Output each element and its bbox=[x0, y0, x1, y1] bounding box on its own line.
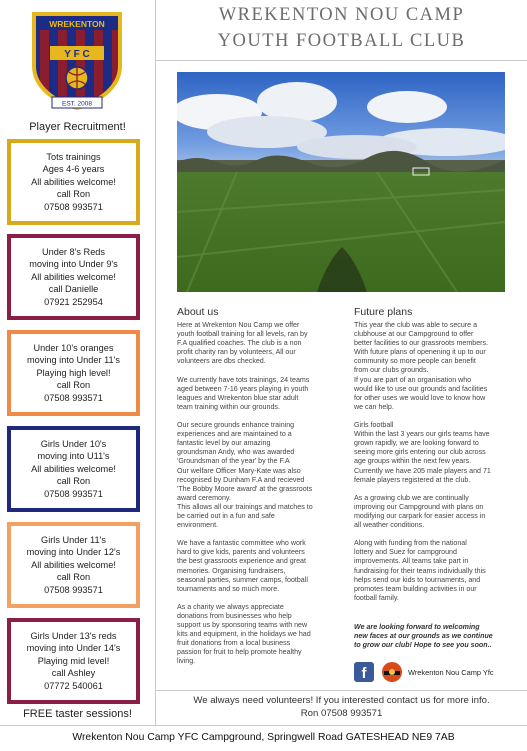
recruitment-box-line: call Ron bbox=[56, 189, 91, 200]
recruitment-box-line: call Ashley bbox=[51, 668, 96, 679]
paragraph-line: new faces at our grounds as we continue bbox=[354, 632, 493, 641]
recruitment-box-line: Playing mid level! bbox=[37, 655, 110, 666]
paragraph-line: donations from businesses who help bbox=[177, 612, 292, 620]
paragraph-line: We have a fantastic committee who work bbox=[177, 539, 306, 548]
paragraph-line: would like to use our grounds and facilities bbox=[354, 384, 488, 393]
football-pitch-photo bbox=[177, 72, 505, 292]
recruitment-box-line: call Ron bbox=[56, 476, 91, 487]
paragraph-line: community so more people can benefit bbox=[354, 357, 476, 366]
paragraph-line: youth football training for all levels, ran by bbox=[177, 330, 308, 339]
recruitment-box-line: Ages 4-6 years bbox=[42, 164, 105, 175]
club-crest-logo bbox=[28, 8, 126, 112]
paragraph-line: football family. bbox=[354, 593, 399, 602]
volunteers-line-1: We always need volunteers! If you interested contact us for more info. bbox=[193, 695, 490, 706]
closing-message bbox=[354, 623, 519, 650]
recruitment-box-line: moving into Under 9's bbox=[29, 259, 118, 270]
paragraph-line: from our clubs grounds. bbox=[354, 366, 429, 375]
recruitment-box-line: Under 10's oranges bbox=[33, 342, 114, 353]
paragraph-line: environment. bbox=[177, 521, 219, 530]
club-title-line-1: WREKENTON NOU CAMP bbox=[218, 5, 465, 25]
recruitment-box-line: Playing high level! bbox=[36, 367, 111, 378]
paragraph-line: modifying our carpark for easier access in bbox=[354, 511, 486, 520]
paragraph-line: groundsman Andy, who was awarded bbox=[177, 448, 295, 457]
paragraph-line: recognised by Dunham F.A and recieved bbox=[177, 475, 305, 484]
paragraph-line: female players registered at the club. bbox=[354, 475, 471, 484]
facebook-icon[interactable] bbox=[354, 662, 374, 687]
paragraph-line: memories. Organising fundraisers, bbox=[177, 566, 286, 575]
paragraph-line: better facilities to our grassroots members. bbox=[354, 339, 489, 348]
recruitment-box-line: moving into Under 11's bbox=[27, 355, 120, 366]
recruitment-box-tots bbox=[7, 139, 140, 225]
paragraph-line: age groups within the next few years. bbox=[354, 457, 472, 466]
divider bbox=[156, 690, 527, 691]
paragraph-line bbox=[354, 485, 514, 494]
paragraph-line: seeing more girls entering our club across bbox=[354, 448, 486, 457]
recruitment-box-line: moving into U11's bbox=[37, 451, 110, 462]
paragraph-line: clubhouse at our Campground to offer bbox=[354, 330, 474, 339]
about-us-text bbox=[177, 321, 332, 667]
recruitment-box-line: 07508 993571 bbox=[44, 201, 103, 212]
recruitment-box-line: All abilities welcome! bbox=[31, 559, 116, 570]
paragraph-line: profit charity ran by volunteers, All our bbox=[177, 348, 296, 357]
paragraph-line: to grow our club! Hope to see you soon.. bbox=[354, 641, 492, 650]
paragraph-line: support us by sponsoring teams with new bbox=[177, 621, 308, 630]
paragraph-line: If you are part of an organisation who bbox=[354, 375, 472, 384]
paragraph-line: fruit donations from a local business bbox=[177, 639, 291, 648]
player-recruitment-heading: Player Recruitment! bbox=[29, 121, 126, 133]
recruitment-box-line: Girls Under 10's bbox=[40, 438, 107, 449]
paragraph-line: As a growing club we are continually bbox=[354, 493, 469, 502]
volunteers-line-2: Ron 07508 993571 bbox=[300, 708, 383, 719]
recruitment-box-line: call Danielle bbox=[48, 284, 99, 295]
recruitment-box-line: 07508 993571 bbox=[44, 584, 103, 595]
logo-top-text: WREKENTON bbox=[49, 19, 105, 29]
recruitment-box-under-10-oranges bbox=[7, 330, 140, 416]
recruitment-box-line: All abilities welcome! bbox=[31, 463, 116, 474]
paragraph-line: we can help. bbox=[354, 402, 394, 411]
paragraph-line: living. bbox=[177, 657, 196, 666]
facebook-glyph: f bbox=[361, 665, 367, 682]
paragraph-line bbox=[177, 530, 332, 539]
paragraph-line: for other uses we would love to know how bbox=[354, 393, 486, 402]
recruitment-box-line: call Ron bbox=[56, 380, 91, 391]
paragraph-line: all weather conditions. bbox=[354, 521, 425, 530]
club-social-avatar-icon[interactable] bbox=[382, 662, 402, 687]
paragraph-line: kits and equipment, in the holidays we had bbox=[177, 630, 311, 639]
paragraph-line: be carried out in a fun and safe bbox=[177, 511, 275, 520]
paragraph-line: F.A qualified coaches. The club is a non bbox=[177, 339, 302, 348]
recruitment-box-line: moving into Under 12's bbox=[26, 547, 121, 558]
paragraph-line: Our secure grounds enhance training bbox=[177, 421, 295, 430]
recruitment-box-line: All abilities welcome! bbox=[31, 271, 116, 282]
paragraph-line: Our welfare Officer Mary-Kate was also bbox=[177, 466, 301, 475]
logo-bottom-text: EST. 2008 bbox=[62, 100, 92, 108]
paragraph-line bbox=[177, 594, 332, 603]
paragraph-line: As a charity we always appreciate bbox=[177, 602, 284, 611]
left-column bbox=[0, 0, 156, 725]
paragraph-line: Within the last 3 years our girls teams have bbox=[354, 430, 490, 439]
footer-address: Wrekenton Nou Camp YFC Campground, Springwell Road GATESHEAD NE9 7AB bbox=[0, 725, 527, 751]
paragraph-line: hard to give kids, parents and volunteers bbox=[177, 548, 305, 557]
paragraph-line: This year the club was able to secure a bbox=[354, 321, 478, 329]
paragraph-line: aged between 7-16 years playing in youth bbox=[177, 384, 309, 393]
paragraph-line: Along with funding from the national bbox=[354, 539, 467, 548]
paragraph-line: seasonal parties, summer camps, football bbox=[177, 575, 308, 584]
paragraph-line: experiences and are maintained to a bbox=[177, 430, 292, 439]
paragraph-line: We currently have tots trainings, 24 teams bbox=[177, 375, 310, 384]
paragraph-line: helps send our kids to tournaments, and bbox=[354, 575, 481, 584]
future-plans-heading: Future plans bbox=[354, 306, 413, 318]
paragraph-line: volunteers are dbs checked. bbox=[177, 357, 266, 366]
logo-mid-text: Y F C bbox=[64, 49, 90, 60]
paragraph-line: promotes team building activities in our bbox=[354, 584, 477, 593]
paragraph-line: team training within our grounds. bbox=[177, 402, 280, 411]
club-title-line-2: YOUTH FOOTBALL CLUB bbox=[217, 31, 466, 51]
social-label: Wrekenton Nou Camp Yfc bbox=[408, 668, 494, 677]
paragraph-line: fundraising for their teams individually this bbox=[354, 566, 486, 575]
about-us-heading: About us bbox=[177, 306, 219, 318]
recruitment-box-line: Girls Under 11's bbox=[41, 534, 106, 545]
paragraph-line: Here at Wrekenton Nou Camp we offer bbox=[177, 321, 300, 329]
recruitment-box-line: moving into Under 14's bbox=[26, 643, 121, 654]
recruitment-box-line: Tots trainings bbox=[46, 151, 101, 162]
future-plans-text bbox=[354, 321, 514, 603]
paragraph-line: Currently we have 205 male players and 71 bbox=[354, 466, 491, 475]
recruitment-box-girls-under-10 bbox=[7, 426, 140, 512]
paragraph-line: leagues and Wrekenton blue star adult bbox=[177, 393, 299, 402]
free-taster-sessions: FREE taster sessions! bbox=[23, 708, 132, 720]
paragraph-line: 'Groundsman of the year' by the F.A bbox=[177, 457, 290, 466]
recruitment-box-girls-under-13 bbox=[7, 618, 140, 704]
paragraph-line: We are looking forward to welcoming bbox=[354, 623, 480, 631]
paragraph-line bbox=[177, 366, 332, 375]
recruitment-box-line: Under 8's Reds bbox=[41, 246, 106, 257]
recruitment-box-line: 07921 252954 bbox=[44, 296, 103, 307]
paragraph-line: This allows all our trainings and matches to bbox=[177, 502, 313, 511]
recruitment-box-line: call Ron bbox=[56, 572, 91, 583]
paragraph-line: lottery and Suez for campground bbox=[354, 548, 457, 557]
paragraph-line bbox=[177, 412, 332, 421]
paragraph-line: tournaments and so much more. bbox=[177, 584, 280, 593]
paragraph-line: fantastic level by our amazing bbox=[177, 439, 271, 448]
recruitment-box-line: All abilities welcome! bbox=[31, 176, 116, 187]
recruitment-box-under-8-reds bbox=[7, 234, 140, 320]
paragraph-line: award ceremony. bbox=[177, 493, 231, 502]
page-header bbox=[156, 0, 527, 61]
paragraph-line bbox=[354, 412, 514, 421]
recruitment-box-girls-under-11 bbox=[7, 522, 140, 608]
paragraph-line: With future plans of openening it up to our bbox=[354, 348, 486, 357]
recruitment-box-line: 07772 540061 bbox=[44, 680, 103, 691]
recruitment-box-line: 07508 993571 bbox=[44, 488, 103, 499]
paragraph-line: 'The Bobby Moore award' at the grassroots bbox=[177, 484, 313, 493]
recruitment-box-line: Girls Under 13's reds bbox=[30, 630, 117, 641]
paragraph-line bbox=[354, 530, 514, 539]
paragraph-line: grown rapidly, we are looking forward to bbox=[354, 439, 479, 448]
paragraph-line: improvements. All teams take part in bbox=[354, 557, 469, 566]
paragraph-line: improving our Campground with plans on bbox=[354, 502, 484, 511]
paragraph-line: the best grassroots experience and great bbox=[177, 557, 306, 566]
paragraph-line: passion for fruit to help promote healthy bbox=[177, 648, 302, 657]
paragraph-line: Girls football bbox=[354, 421, 394, 430]
recruitment-box-line: 07508 993571 bbox=[44, 392, 103, 403]
